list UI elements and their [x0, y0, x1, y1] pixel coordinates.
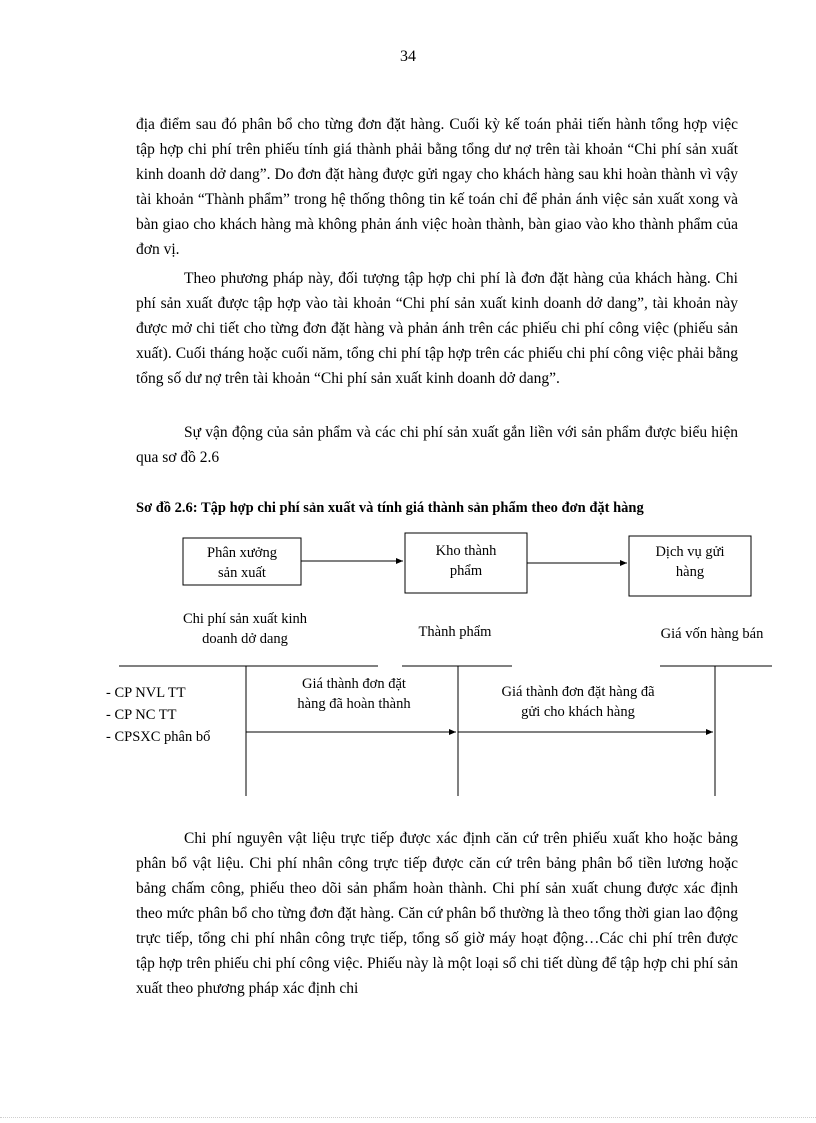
- paragraph-3: Sự vận động của sản phẩm và các chi phí sản xuất gắn liền với sản phẩm được biểu hiện qua sơ đồ 2.6: [136, 424, 738, 466]
- paragraph-2: Theo phương pháp này, đối tượng tập hợp chi phí là đơn đặt hàng của khách hàng. Chi phí sản xuất được tập hợp vào tài khoản “Chi phí sản xuất kinh doanh dở dang”, tài khoản này được mở chi tiết cho từng đơn đặt hàng và phản ánh trên các phiếu chi phí công việc (phiếu sản xuất). Cuối tháng hoặc cuối năm, tổng chi phí tập hợp trên các phiếu chi phí công việc phải bằng tổng số dư nợ trên tài khoản “Chi phí sản xuất kinh doanh dở dang”.: [136, 270, 738, 387]
- box-warehouse-line1: Kho thành: [435, 543, 497, 559]
- page-number: 34: [400, 48, 416, 65]
- flow-completed-line1: Giá thành đơn đặt: [302, 676, 406, 692]
- account-wip-line2: doanh dở dang: [202, 631, 288, 647]
- diagram-caption: Sơ đồ 2.6: Tập hợp chi phí sản xuất và tính giá thành sản phẩm theo đơn đặt hàng: [136, 500, 644, 516]
- flow-completed-line2: hàng đã hoàn thành: [297, 696, 411, 712]
- footer-divider: [0, 1117, 816, 1118]
- box-workshop: [183, 538, 301, 585]
- flow-shipped-line2: gửi cho khách hàng: [521, 704, 635, 720]
- box-shipping-line2: hàng: [675, 564, 705, 580]
- cost-item-overhead: - CPSXC phân bổ: [106, 729, 211, 745]
- cost-item-materials: - CP NVL TT: [106, 685, 186, 701]
- box-shipping-line1: Dịch vụ gửi: [655, 544, 725, 560]
- account-wip-line1: Chi phí sản xuất kinh: [182, 611, 308, 627]
- box-warehouse-line2: phẩm: [449, 563, 483, 579]
- paragraph-1: địa điểm sau đó phân bổ cho từng đơn đặt hàng. Cuối kỳ kế toán phải tiến hành tổng hợp việc tập hợp chi phí trên phiếu tính giá thành phải bằng tổng dư nợ trên tài khoản “Chi phí sản xuất kinh doanh dở dang”. Do đơn đặt hàng được gửi ngay cho khách hàng sau khi hoàn thành vì vậy tài khoản “Thành phẩm” trong hệ thống thông tin kế toán chỉ để phản ánh việc sản xuất xong và bàn giao cho khách hàng mà không phản ánh việc hoàn thành, bàn giao vào kho thành phẩm của đơn vị.: [136, 116, 738, 258]
- box-warehouse: [405, 533, 527, 593]
- cost-item-labor: - CP NC TT: [106, 707, 177, 723]
- box-shipping: [629, 536, 751, 596]
- paragraph-4: Chi phí nguyên vật liệu trực tiếp được xác định căn cứ trên phiếu xuất kho hoặc bảng phân bổ vật liệu. Chi phí nhân công trực tiếp được căn cứ trên bảng phân bổ tiền lương hoặc bảng chấm công, phiếu theo dõi sản phẩm hoàn thành. Chi phí sản xuất chung được xác định theo mức phân bổ cho từng đơn đặt hàng. Căn cứ phân bổ thường là theo tổng thời gian lao động trực tiếp, tổng chi phí nhân công trực tiếp, tổng số giờ máy hoạt động…Các chi phí trên được tập hợp trên phiếu chi phí công việc. Phiếu này là một loại sổ chi tiết dùng để tập hợp chi phí sản xuất theo phương pháp xác định chi: [136, 830, 738, 997]
- box-workshop-line1: Phân xưởng: [207, 545, 277, 561]
- account-finished: Thành phẩm: [418, 624, 492, 640]
- account-cogs: Giá vốn hàng bán: [660, 626, 764, 642]
- box-workshop-line2: sản xuất: [218, 565, 266, 581]
- flow-shipped-line1: Giá thành đơn đặt hàng đã: [501, 684, 655, 700]
